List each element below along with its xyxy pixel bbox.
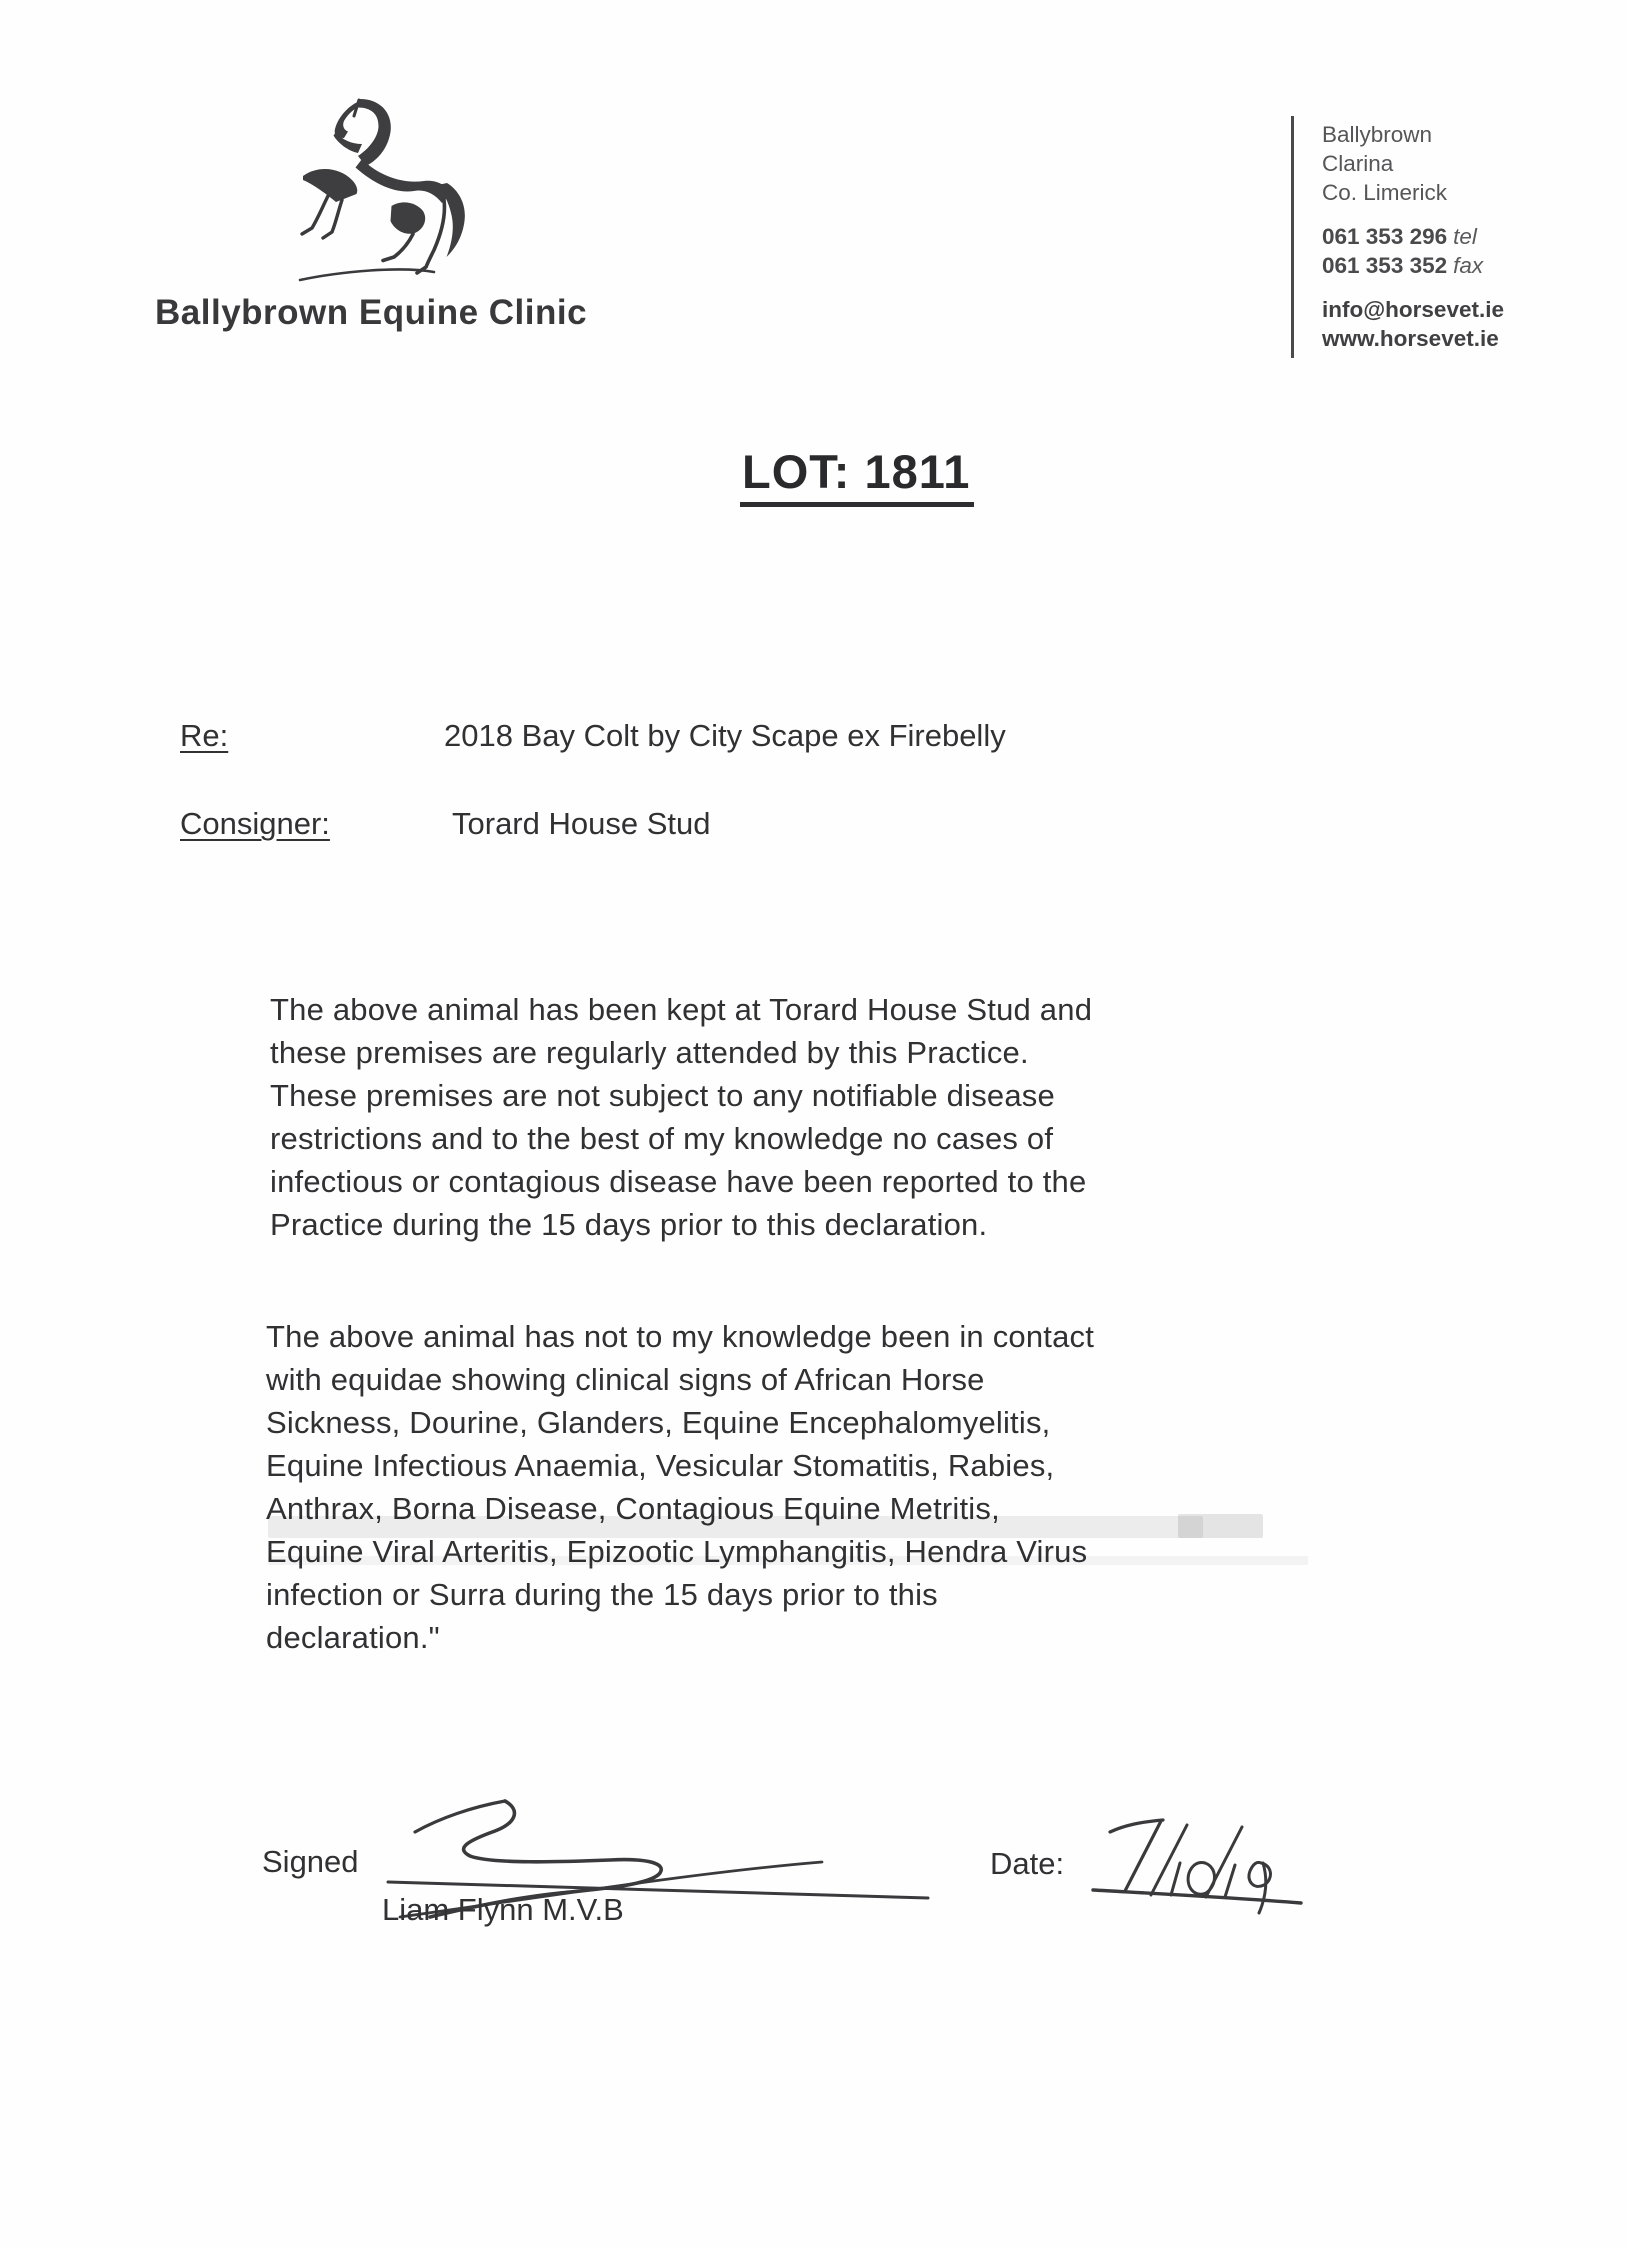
scan-artifact [268,1516,1203,1538]
header-divider [1291,116,1294,358]
re-label: Re: [180,718,229,753]
email-address: info@horsevet.ie [1322,297,1504,322]
lot-title: LOT: 1811 [740,444,974,507]
website-url: www.horsevet.ie [1322,326,1499,351]
declaration-paragraph-1: The above animal has been kept at Torard House Stud and these premises are regularly attended by this Practice. These premises are not subject to any notifiable disease restrictions and to the best of my knowledge no cases of infectious or contagious disease have been reported to the Practice during the 15 days prior to this declaration. [270,992,1093,1242]
handwritten-date [1085,1805,1320,1925]
fax-line: 061 353 352 fax [1322,253,1484,278]
scan-artifact [268,1556,1308,1565]
address-line: Clarina [1322,151,1394,176]
contact-block [1322,120,1504,368]
declaration-paragraph-2: The above animal has not to my knowledge been in contact with equidae showing clinical signs of African Horse Sickness, Dourine, Glanders, Equine Encephalomyelitis, Equine Infectious Anaemia, Vesicular Stomatitis, Rabies, Anthrax, Borna Disease, Contagious Equine Metritis, Equine Viral Arteritis, Epizootic Lymphangitis, Hendra Virus infection or Surra during the 15 days prior to this declaration." [266,1319,1095,1655]
address-line: Co. Limerick [1322,180,1448,205]
clinic-name: Ballybrown Equine Clinic [155,293,588,332]
scan-artifact [1178,1514,1263,1538]
web-block [1322,295,1504,353]
re-value: 2018 Bay Colt by City Scape ex Firebelly [444,718,1006,753]
address-block [1322,120,1504,207]
date-label: Date: [990,1846,1065,1881]
consigner-value: Torard House Stud [452,806,711,841]
phone-line: 061 353 296 tel [1322,224,1477,249]
signed-label: Signed [262,1844,359,1879]
address-line: Ballybrown [1322,122,1433,147]
signatory-name: Liam Flynn M.V.B [382,1892,624,1927]
horse-logo-icon [278,88,502,302]
phone-block [1322,222,1504,280]
consigner-label: Consigner: [180,806,330,841]
